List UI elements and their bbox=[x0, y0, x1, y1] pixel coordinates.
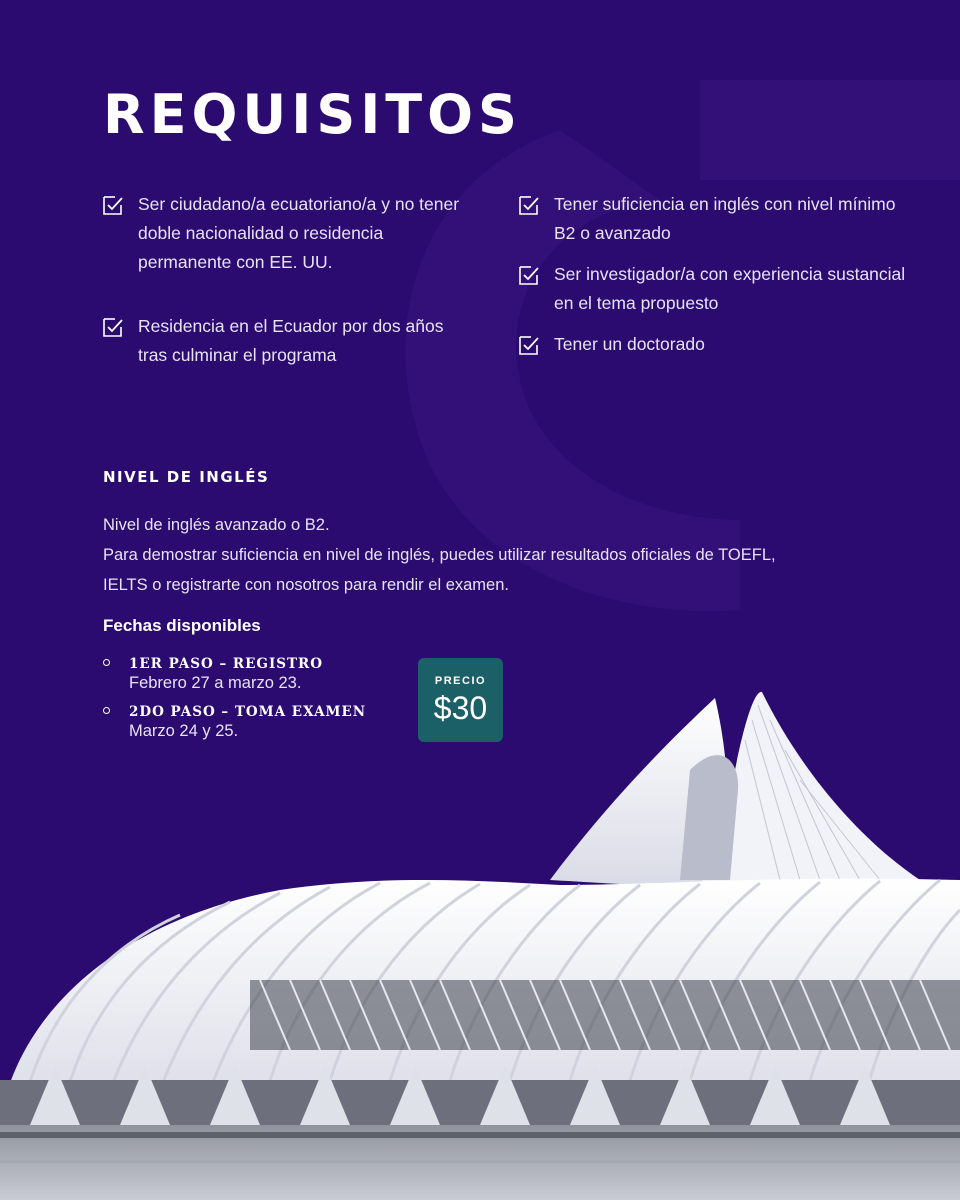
price-label: PRECIO bbox=[434, 675, 487, 687]
requirement-item bbox=[103, 190, 463, 277]
checkbox-checked-icon bbox=[103, 195, 123, 215]
requirements-left-column bbox=[103, 190, 463, 370]
checkbox-checked-icon bbox=[103, 317, 123, 337]
price-value: $30 bbox=[433, 690, 488, 726]
checkbox-checked-icon bbox=[519, 265, 539, 285]
requirement-item bbox=[103, 312, 463, 370]
step-label: 2DO PASO – TOMA EXAMEN bbox=[129, 704, 367, 720]
requirement-text: Ser ciudadano/a ecuatoriano/a y no tener doble nacionalidad o residencia permanente con EE. UU. bbox=[138, 194, 460, 272]
requirement-text: Residencia en el Ecuador por dos años tras culminar el programa bbox=[138, 316, 444, 365]
requirement-text: Tener un doctorado bbox=[554, 334, 705, 354]
requirement-item bbox=[519, 190, 919, 248]
available-dates-heading: Fechas disponibles bbox=[103, 616, 261, 635]
requirement-item bbox=[519, 330, 919, 359]
english-level-heading: NIVEL DE INGLÉS bbox=[103, 468, 270, 486]
english-proof-text: Para demostrar suficiencia en nivel de inglés, puedes utilizar resultados oficiales de TOEFL, IELTS o registrarte con nosotros para rendir el examen. bbox=[103, 546, 776, 594]
step-date: Marzo 24 y 25. bbox=[129, 722, 239, 740]
english-level-description bbox=[103, 510, 783, 600]
bullet-circle-icon bbox=[103, 659, 110, 666]
checkbox-checked-icon bbox=[519, 195, 539, 215]
requirement-text: Tener suficiencia en inglés con nivel mínimo B2 o avanzado bbox=[554, 194, 896, 243]
requirements-right-column bbox=[519, 190, 919, 371]
english-level-line: Nivel de inglés avanzado o B2. bbox=[103, 516, 330, 534]
step-label: 1ER PASO – REGISTRO bbox=[129, 656, 324, 672]
page-title: REQUISITOS bbox=[103, 83, 522, 146]
requirement-item bbox=[519, 260, 919, 318]
futuristic-building-photo bbox=[0, 680, 960, 1200]
checkbox-checked-icon bbox=[519, 335, 539, 355]
requirement-text: Ser investigador/a con experiencia sustancial en el tema propuesto bbox=[554, 264, 906, 313]
step-date: Febrero 27 a marzo 23. bbox=[129, 674, 302, 692]
